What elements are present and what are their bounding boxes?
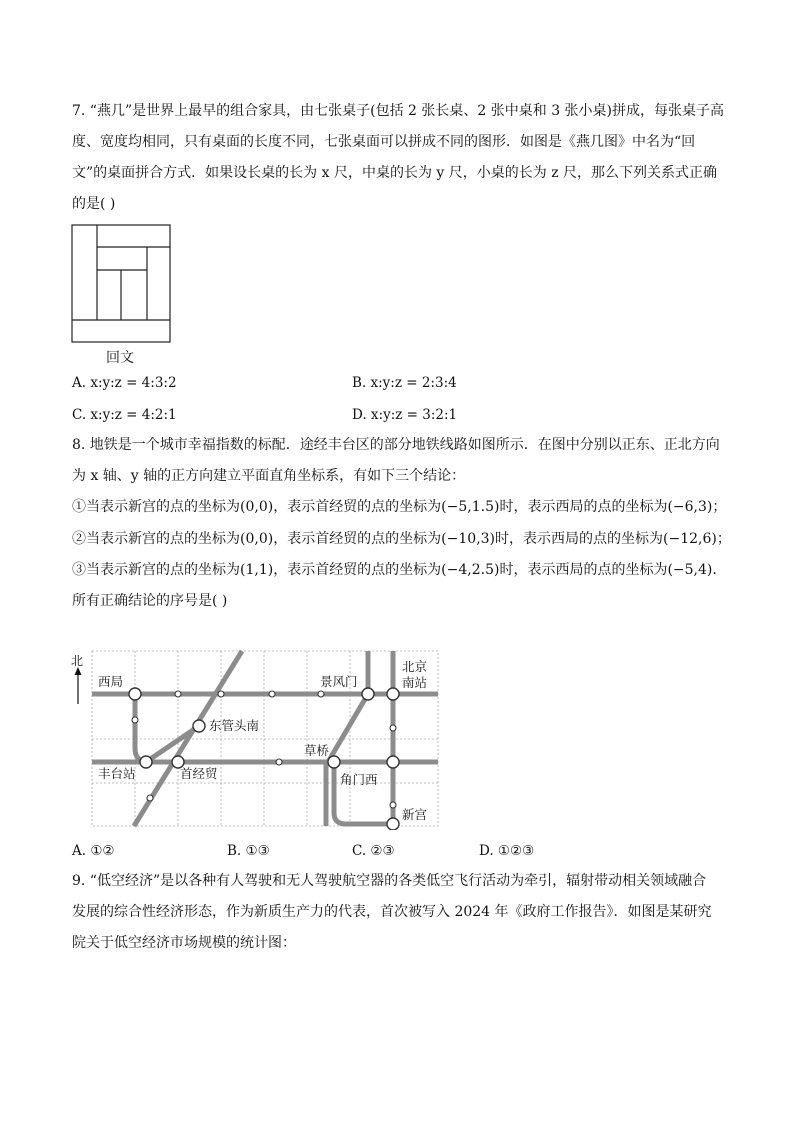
q9-text-line-2: 发展的综合性经济形态，作为新质生产力的代表，首次被写入 2024 年《政府工作报告》．如图是某研究 (72, 904, 712, 920)
line-fengtai-dongguantou (146, 726, 199, 762)
q7-text-line-4: 的是( ) (72, 196, 116, 212)
q8-text-line-4: ②当表示新宫的点的坐标为(0,0)，表示首经贸的点的坐标为(−10,3)时，表示西局的点的坐标为(−12,6)； (72, 531, 731, 547)
q7-option-a[interactable]: A. x:y:z = 4:3:2 (72, 375, 177, 391)
q8-text-line-6: 所有正确结论的序号是( ) (72, 593, 228, 609)
label-jingfengmen: 景风门 (320, 674, 358, 689)
q8-option-a[interactable]: A. ①② (72, 843, 115, 859)
q7-text-line-1: 7. “燕几”是世界上最早的组合家具，由七张桌子(包括 2 张长桌、2 张中桌和 3 张小桌)拼成，每张桌子高 (72, 103, 725, 119)
station-xiju (129, 688, 141, 700)
q7-option-c[interactable]: C. x:y:z = 4:2:1 (72, 407, 177, 423)
station-jingfengmen (362, 688, 374, 700)
label-xingong: 新宫 (402, 807, 428, 822)
station-xingong (387, 818, 399, 830)
q8-text-line-3: ①当表示新宫的点的坐标为(0,0)，表示首经贸的点的坐标为(−5,1.5)时，表示西局的点的坐标为(−6,3)； (72, 499, 727, 515)
figure-caption: 回文 (106, 350, 134, 366)
q7-text-line-3: 文”的桌面拼合方式．如果设长桌的长为 x 尺，中桌的长为 y 尺，小桌的长为 z 尺，那么下列关系式正确 (72, 165, 718, 181)
q7-text-line-2: 度、宽度均相同，只有桌面的长度不同，七张桌面可以拼成不同的图形．如图是《燕几图》中名为“回 (72, 134, 696, 150)
subway-lines (92, 651, 438, 826)
label-dongguantounan: 东管头南 (209, 718, 260, 733)
station-beijingnanzhan (387, 688, 399, 700)
label-shoujingmao: 首经贸 (180, 766, 218, 781)
q8-text-line-1: 8. 地铁是一个城市幸福指数的标配．途经丰台区的部分地铁线路如图所示．在图中分别以正东、正北方向 (72, 437, 720, 453)
map-grid (92, 651, 438, 826)
q8-option-c[interactable]: C. ②③ (352, 843, 395, 859)
huiwen-figure (70, 224, 174, 346)
q7-option-b[interactable]: B. x:y:z = 2:3:4 (352, 375, 457, 391)
north-arrow (75, 667, 82, 704)
line-xiju-fengtai (135, 694, 148, 762)
q8-option-d[interactable]: D. ①②③ (479, 843, 535, 859)
station-caoqiao (328, 756, 340, 768)
q8-option-b[interactable]: B. ①③ (227, 843, 270, 859)
q9-text-line-1: 9. “低空经济”是以各种有人驾驶和无人驾驶航空器的各类低空飞行活动为牵引，辐射带动相关领域融合 (72, 873, 707, 889)
label-xiju: 西局 (98, 674, 124, 689)
label-caoqiao: 草桥 (304, 743, 330, 758)
subway-map (68, 648, 444, 830)
q8-text-line-5: ③当表示新宫的点的坐标为(1,1)，表示首经贸的点的坐标为(−4,2.5)时，表示西局的点的坐标为(−5,4). (72, 562, 717, 578)
label-jiaomenxi: 角门西 (340, 772, 378, 787)
label-beijing: 北京 (402, 659, 428, 674)
station-jiaomenxi (387, 756, 399, 768)
q9-text-line-3: 院关于低空经济市场规模的统计图： (72, 935, 296, 951)
q7-option-d[interactable]: D. x:y:z = 3:2:1 (352, 407, 458, 423)
line-jingfengmen-caoqiao (328, 694, 368, 762)
north-label: 北 (71, 654, 84, 668)
station-fengtaizhan (140, 756, 152, 768)
label-fengtaizhan: 丰台站 (98, 766, 136, 781)
label-nanzhan: 南站 (402, 675, 428, 690)
q8-text-line-2: 为 x 轴、y 轴的正方向建立平面直角坐标系，有如下三个结论： (72, 468, 466, 484)
station-dongguantounan (193, 720, 205, 732)
